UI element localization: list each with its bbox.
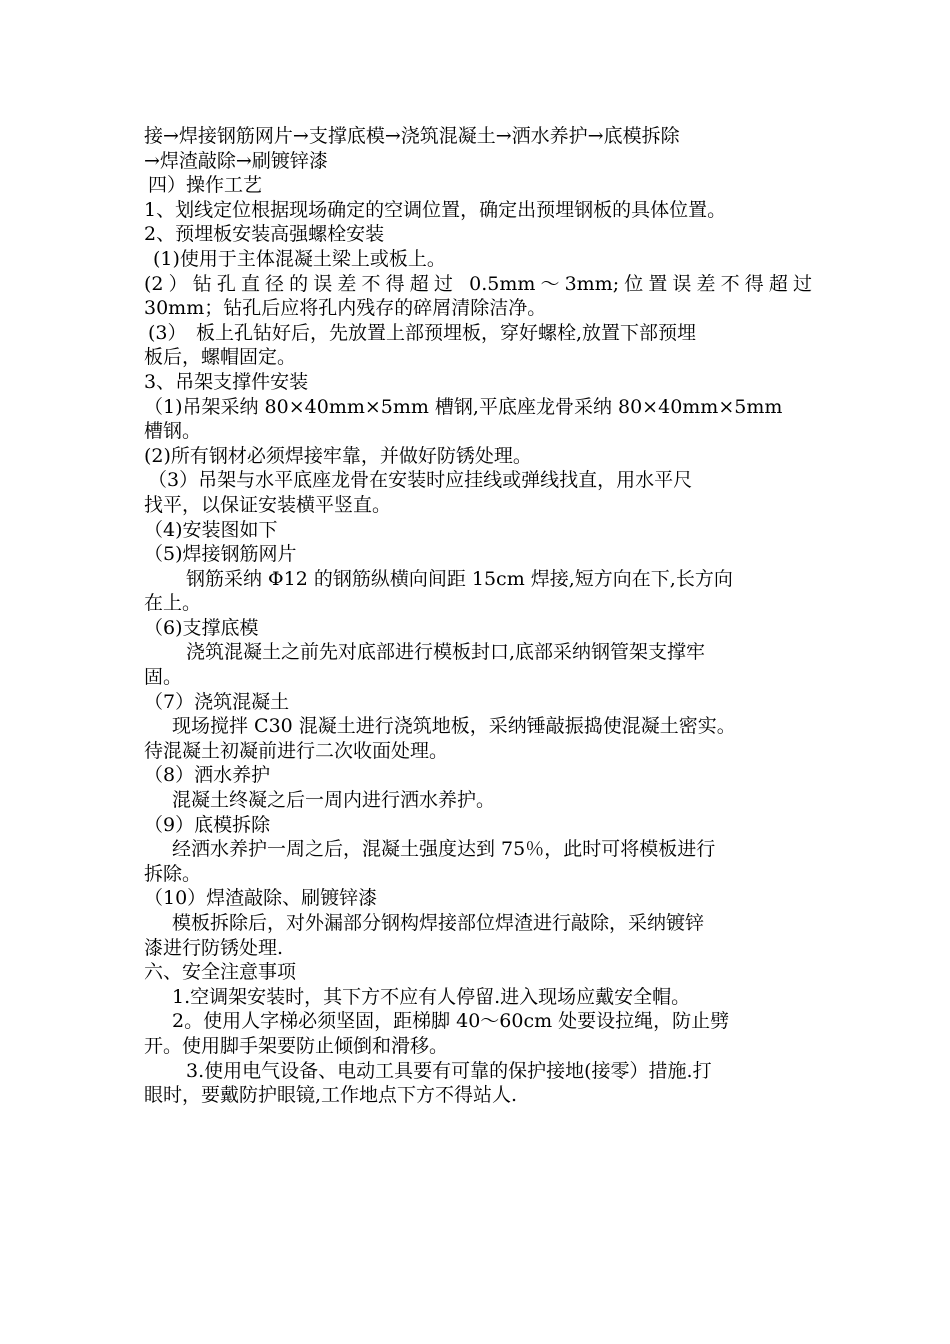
- text-line: 接→焊接钢筋网片→支撑底模→浇筑混凝土→洒水养护→底模拆除: [144, 125, 680, 147]
- text-line: 拆除。: [144, 862, 202, 885]
- text-line: （6)支撑底模: [144, 616, 259, 639]
- text-line: （5)焊接钢筋网片: [144, 543, 297, 566]
- document-body: [144, 124, 812, 1108]
- text-line: 2、预埋板安装高强螺栓安装: [144, 223, 385, 246]
- text-line: 30mm；钻孔后应将孔内残存的碎屑清除洁净。: [144, 297, 547, 320]
- text-line: (2)所有钢材必须焊接牢靠，并做好防锈处理。: [144, 444, 532, 467]
- text-line: 1.空调架安装时，其下方不应有人停留.进入现场应戴安全帽。: [172, 985, 691, 1008]
- text-line: 混凝土终凝之后一周内进行洒水养护。: [172, 789, 496, 812]
- text-line: 漆进行防锈处理.: [144, 936, 284, 959]
- text-line: 1、划线定位根据现场确定的空调位置，确定出预埋钢板的具体位置。: [144, 198, 727, 221]
- text-line: 3、吊架支撑件安装: [144, 370, 309, 393]
- text-line: （9）底模拆除: [144, 813, 271, 836]
- text-line: (3） 板上孔钻好后，先放置上部预埋板，穿好螺栓,放置下部预埋: [148, 321, 697, 344]
- text-line: 板后，螺帽固定。: [144, 346, 297, 369]
- text-line: 浇筑混凝土之前先对底部进行模板封口,底部采纳钢管架支撑牢: [186, 641, 706, 664]
- text-line: 在上。: [144, 592, 202, 615]
- text-line: (2）钻孔直径的误差不得超过 0.5mm～3mm;位置误差不得超过: [144, 272, 812, 295]
- text-line: 2。使用人字梯必须坚固，距梯脚 40～60cm 处要设拉绳，防止劈: [172, 1010, 730, 1033]
- text-line: 待混凝土初凝前进行二次收面处理。: [144, 739, 449, 762]
- text-line: 固。: [144, 666, 183, 689]
- text-line: (1)使用于主体混凝土梁上或板上。: [153, 247, 446, 270]
- text-line: （1)吊架采纳 80×40mm×5mm 槽钢,平底座龙骨采纳 80×40mm×5mm: [144, 395, 783, 418]
- text-line: 槽钢。: [144, 420, 202, 443]
- text-line: （4)安装图如下: [144, 518, 278, 541]
- text-line: →焊渣敲除→刷镀锌漆: [144, 149, 328, 172]
- text-line: 四）操作工艺: [148, 174, 263, 197]
- text-line: 钢筋采纳 Φ12 的钢筋纵横向间距 15cm 焊接,短方向在下,长方向: [186, 567, 733, 590]
- text-line: 六、安全注意事项: [144, 961, 297, 984]
- text-line: 3.使用电气设备、电动工具要有可靠的保护接地(接零）措施.打: [186, 1059, 712, 1082]
- text-line: 模板拆除后，对外漏部分钢构焊接部位焊渣进行敲除，采纳镀锌: [172, 912, 705, 934]
- text-line: 现场搅拌 C30 混凝土进行浇筑地板，采纳锤敲振捣使混凝土密实。: [172, 715, 736, 738]
- text-line: 找平，以保证安装横平竖直。: [144, 493, 392, 516]
- text-line: （3）吊架与水平底座龙骨在安装时应挂线或弹线找直，用水平尺: [148, 469, 693, 492]
- text-line: 眼时，要戴防护眼镜,工作地点下方不得站人.: [144, 1084, 518, 1107]
- text-line: 经洒水养护一周之后，混凝土强度达到 75％，此时可将模板进行: [172, 838, 716, 861]
- text-line: 开。使用脚手架要防止倾倒和滑移。: [144, 1034, 449, 1057]
- text-line: （10）焊渣敲除、刷镀锌漆: [144, 887, 378, 910]
- text-line: （7）浇筑混凝土: [144, 690, 290, 713]
- text-line: （8）洒水养护: [144, 764, 271, 787]
